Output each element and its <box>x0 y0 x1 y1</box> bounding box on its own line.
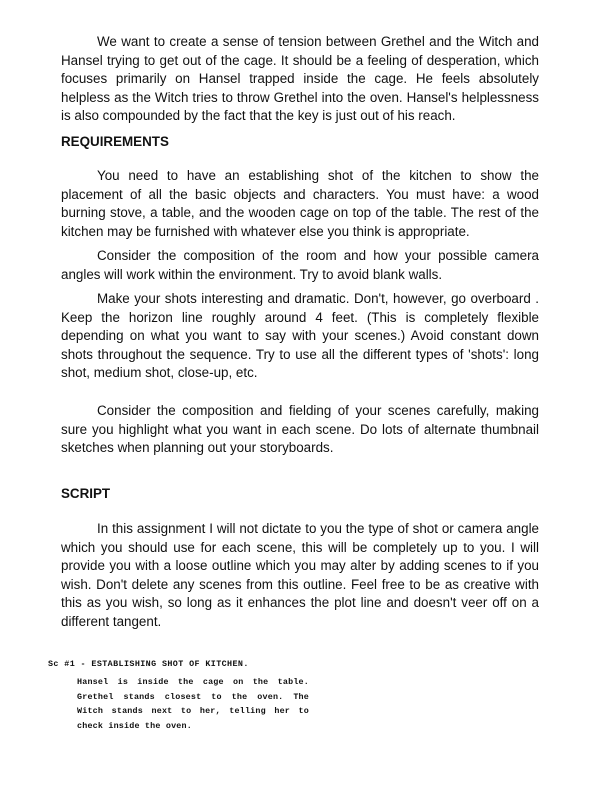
script-heading: SCRIPT <box>61 486 111 501</box>
requirements-paragraph-2: Consider the composition of the room and how your possible camera angles will work within the environment. Try to avoid blank walls. <box>61 248 539 282</box>
intro-paragraph: We want to create a sense of tension between Grethel and the Witch and Hansel trying to get out of the cage. It should be a feeling of desperation, which focuses primarily on Hansel trapped inside the cage. He feels absolutely helpless as the Witch tries to throw Grethel into the oven. Hansel's helplessness is also compounded by the fact that the key is just out of his reach. <box>61 34 539 124</box>
requirements-paragraph-1: You need to have an establishing shot of the kitchen to show the placement of all the basic objects and characters. You must have: a wood burning stove, a table, and the wooden cage on top of the table. The rest of the kitchen may be furnished with whatever else you think is appropriate. <box>61 168 539 239</box>
scene-description: Hansel is inside the cage on the table. Grethel stands closest to the oven. The Witch stands next to her, telling her to check inside the oven. <box>77 677 309 731</box>
script-paragraph: In this assignment I will not dictate to you the type of shot or camera angle which you should use for each scene, this will be completely up to you. I will provide you with a loose outline which you may alter by adding scenes to if you wish. Don't delete any scenes from this outline. Feel free to be as creative with this as you wish, so long as it enhances the plot line and doesn't veer off on a different tangent. <box>61 521 539 629</box>
requirements-heading: REQUIREMENTS <box>61 134 169 149</box>
requirements-paragraph-4: Consider the composition and fielding of your scenes carefully, making sure you highlight what you want in each scene. Do lots of alternate thumbnail sketches when planning out your storyboards. <box>61 403 539 456</box>
requirements-paragraph-3: Make your shots interesting and dramatic. Don't, however, go overboard . Keep the horizon line roughly around 4 feet. (This is completely flexible depending on what you want to say with your scenes.) Avoid constant down shots throughout the sequence. Try to use all the different types of 'shots': long shot, medium shot, close-up, etc. <box>61 291 539 381</box>
scene-heading: Sc #1 - ESTABLISHING SHOT OF KITCHEN. <box>48 659 249 669</box>
